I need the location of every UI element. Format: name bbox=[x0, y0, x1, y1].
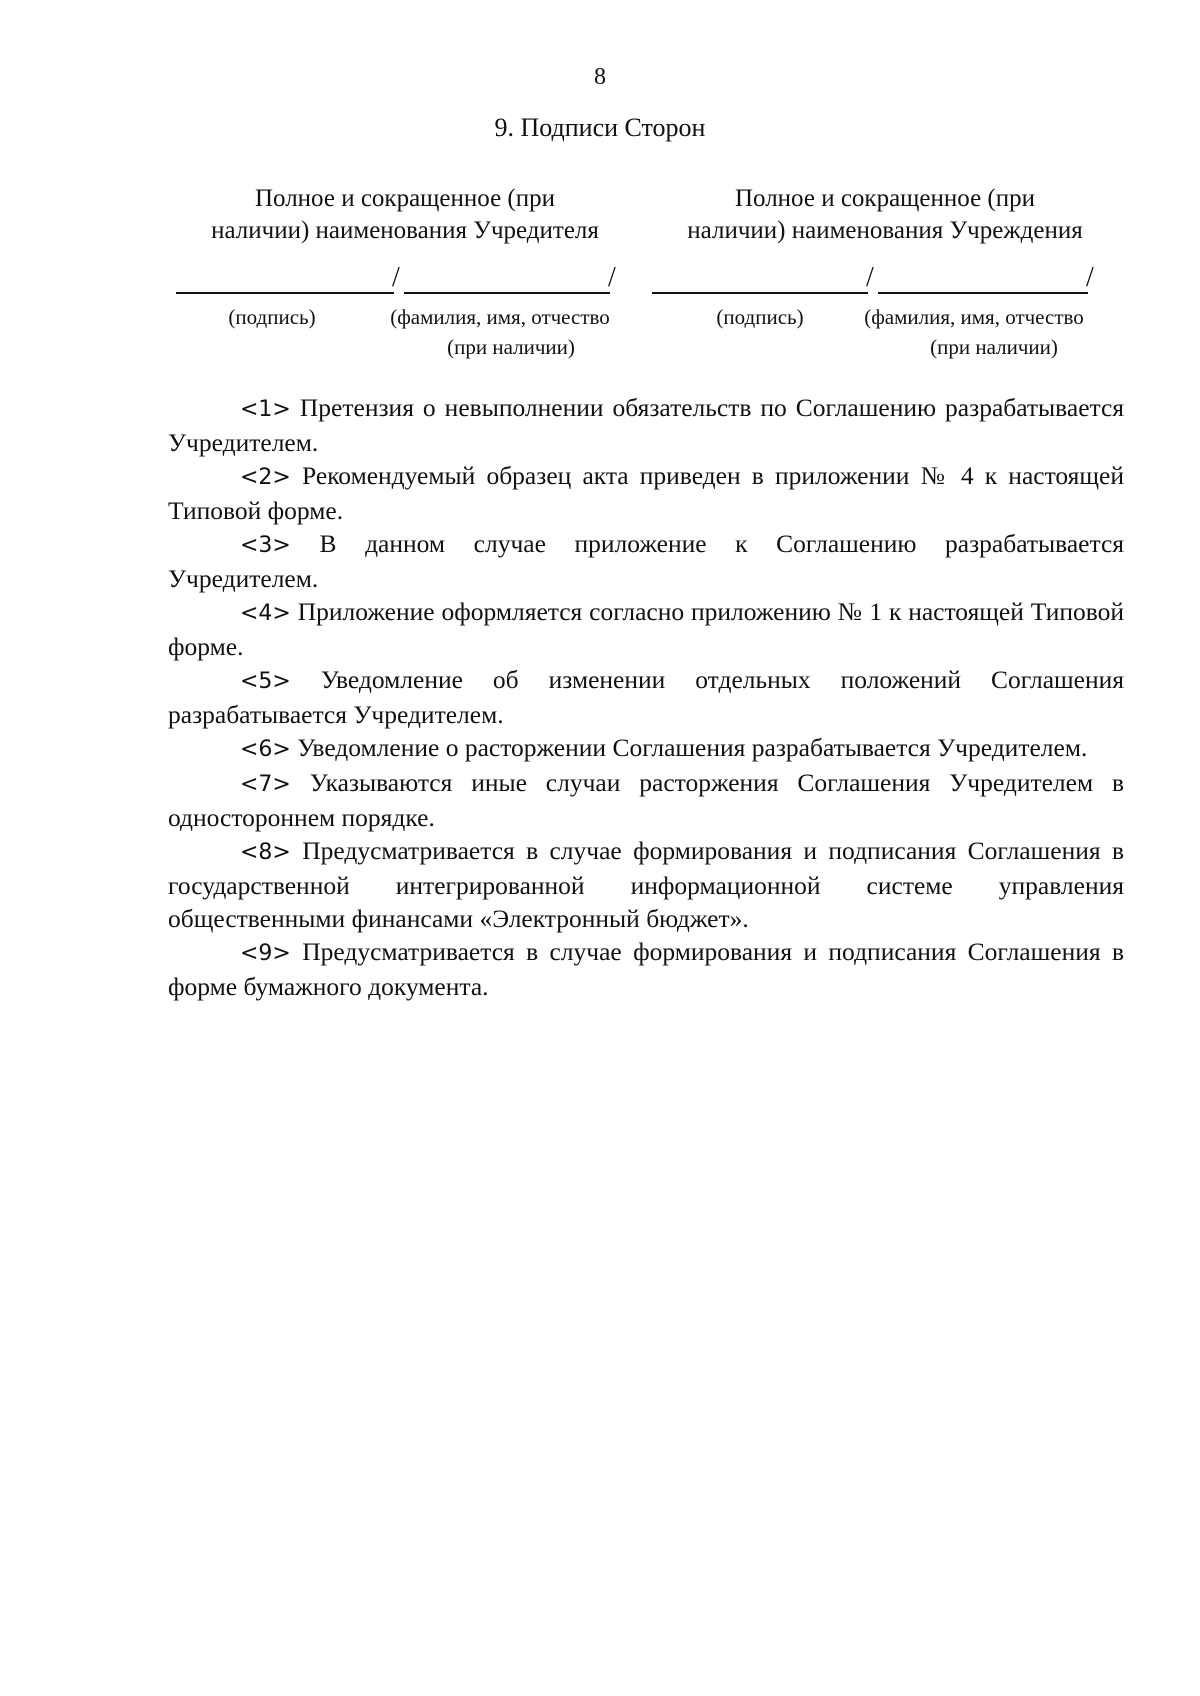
footnote-2 bbox=[168, 459, 1124, 527]
founder-fio-slash: / bbox=[608, 262, 616, 293]
founder-signature-caption: (подпись) bbox=[228, 305, 316, 329]
founder-name-line2: наличии) наименования Учредителя bbox=[211, 217, 599, 244]
institution-name-block bbox=[648, 183, 1122, 247]
footnote-8 bbox=[168, 834, 1124, 935]
footnote-marker: <2> bbox=[240, 465, 291, 490]
footnote-9 bbox=[168, 935, 1124, 1003]
footnote-marker: <7> bbox=[240, 772, 291, 797]
footnote-text: Уведомление о расторжении Соглашения разрабатывается Учредителем. bbox=[297, 733, 1088, 762]
footnote-text: Приложение оформляется согласно приложению № 1 к настоящей Типовой форме. bbox=[168, 597, 1125, 661]
footnote-text: Указываются иные случаи расторжения Соглашения Учредителем в одностороннем порядке. bbox=[168, 768, 1125, 832]
footnote-4 bbox=[168, 595, 1124, 663]
founder-fio-caption-line1: (фамилия, имя, отчество bbox=[390, 305, 610, 329]
footnote-text: Рекомендуемый образец акта приведен в приложении № 4 к настоящей Типовой форме. bbox=[168, 461, 1124, 525]
institution-fio-slash: / bbox=[1086, 262, 1094, 293]
footnote-text: Уведомление об изменении отдельных положений Соглашения разрабатывается Учредителем. bbox=[168, 665, 1124, 729]
founder-fio-caption bbox=[360, 302, 640, 362]
footnote-text: Претензия о невыполнении обязательств по Соглашению разрабатывается Учредителем. bbox=[168, 393, 1125, 457]
page-number: 8 bbox=[594, 64, 606, 90]
footnote-1 bbox=[168, 391, 1124, 459]
footnotes bbox=[168, 391, 1124, 1003]
institution-signature-caption: (подпись) bbox=[716, 305, 804, 329]
footnote-5 bbox=[168, 663, 1124, 731]
footnote-6 bbox=[168, 731, 1124, 766]
founder-name-line1: Полное и сокращенное (при bbox=[254, 185, 556, 212]
footnote-text: Предусматривается в случае формирования и подписания Соглашения в государственной интегрированной информационной системе управления общественными финансами «Электронный бюджет». bbox=[168, 836, 1124, 933]
founder-signature-slash: / bbox=[392, 262, 400, 293]
institution-name-line2: наличии) наименования Учреждения bbox=[687, 217, 1083, 244]
footnote-marker: <4> bbox=[240, 601, 291, 626]
institution-fio-caption-line1: (фамилия, имя, отчество bbox=[864, 305, 1084, 329]
institution-fio-caption bbox=[834, 302, 1114, 362]
footnote-marker: <8> bbox=[240, 840, 291, 865]
institution-fio-caption-line2: (при наличии) bbox=[930, 335, 1058, 359]
footnote-marker: <5> bbox=[240, 669, 291, 694]
footnote-7 bbox=[168, 766, 1124, 834]
institution-name-line1: Полное и сокращенное (при bbox=[734, 185, 1036, 212]
section-title: 9. Подписи Сторон bbox=[494, 113, 706, 142]
institution-signature-slash: / bbox=[866, 262, 874, 293]
founder-name-block bbox=[170, 183, 640, 247]
institution-fio-line bbox=[878, 292, 1088, 294]
footnote-text: В данном случае приложение к Соглашению разрабатывается Учредителем. bbox=[168, 529, 1124, 593]
founder-fio-caption-line2: (при наличии) bbox=[447, 335, 575, 359]
footnote-marker: <6> bbox=[240, 737, 291, 762]
footnote-marker: <3> bbox=[240, 533, 291, 558]
footnote-3 bbox=[168, 527, 1124, 595]
founder-signature-line bbox=[176, 292, 394, 294]
footnote-marker: <1> bbox=[240, 397, 291, 422]
institution-signature-line bbox=[652, 292, 868, 294]
founder-fio-line bbox=[404, 292, 610, 294]
footnote-marker: <9> bbox=[240, 941, 291, 966]
footnote-text: Предусматривается в случае формирования и подписания Соглашения в форме бумажного документа. bbox=[168, 937, 1124, 1001]
